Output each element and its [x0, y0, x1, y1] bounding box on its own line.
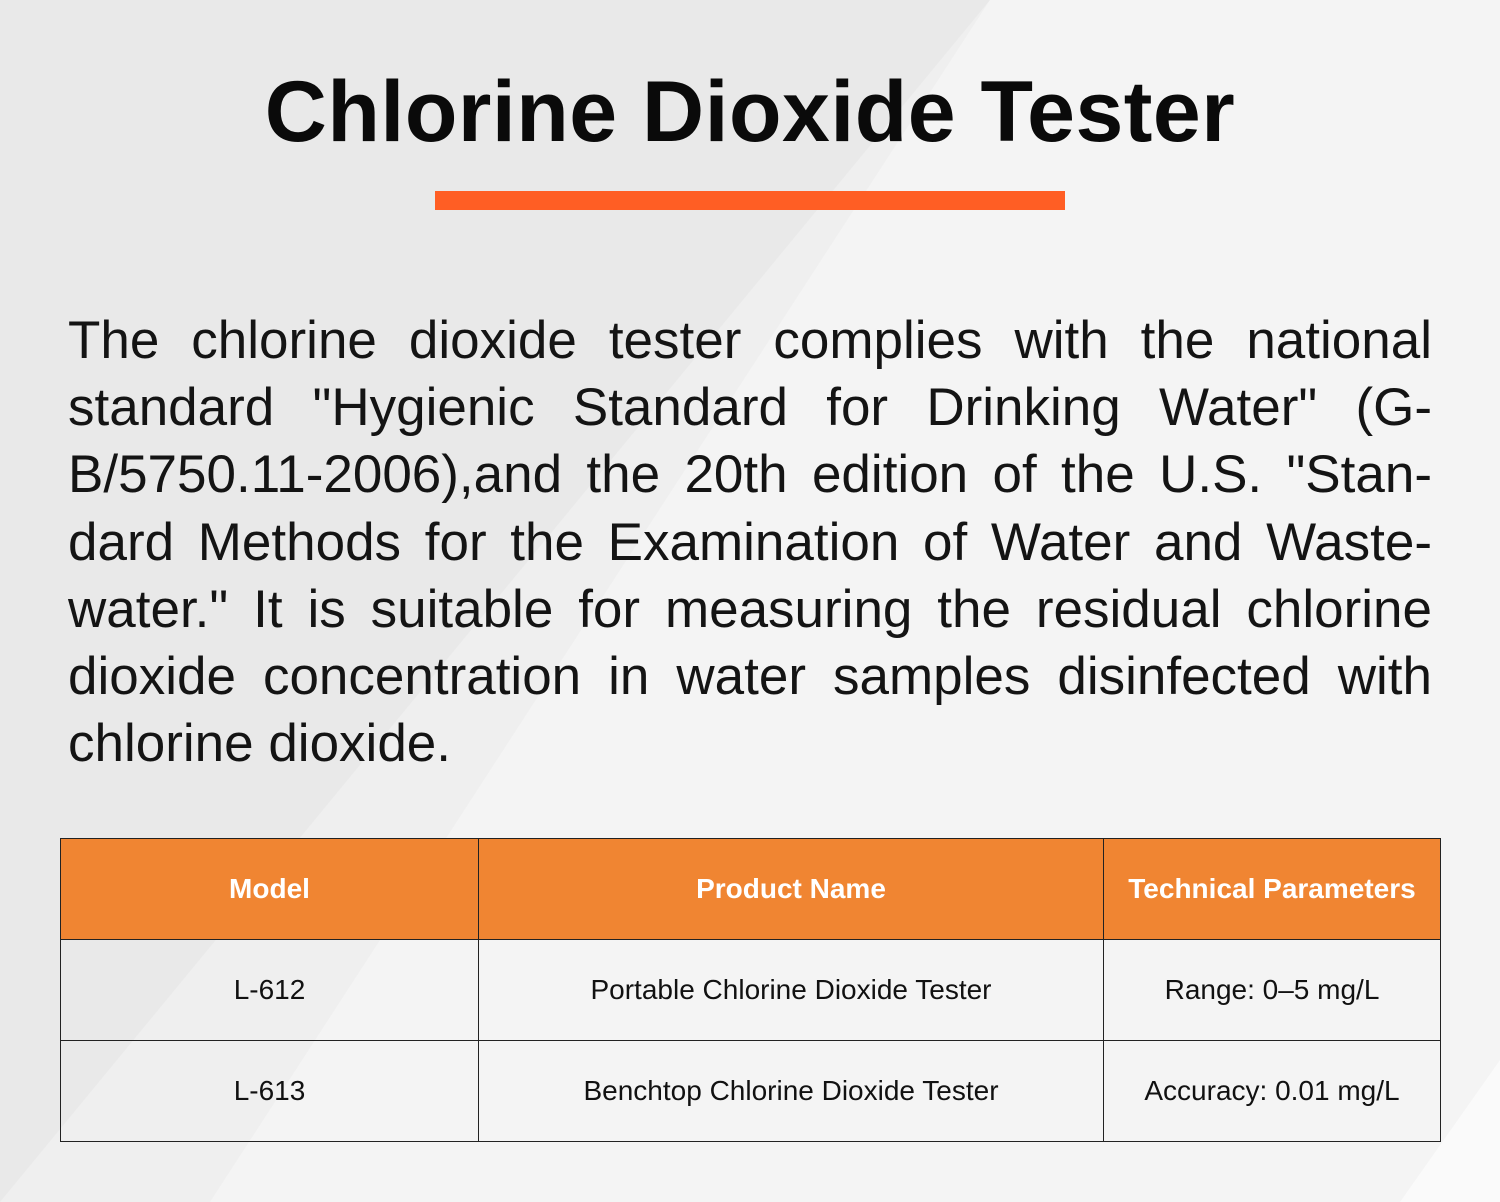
table-row	[61, 1041, 1441, 1142]
table-header-row	[61, 839, 1441, 940]
table-body	[61, 940, 1441, 1142]
table-row	[61, 940, 1441, 1041]
header-product-name: Product Name	[479, 839, 1104, 940]
cell-product-name: Portable Chlorine Dioxide Tester	[479, 940, 1104, 1041]
cell-model: L-613	[61, 1041, 479, 1142]
title-underline-bar	[435, 191, 1065, 210]
product-description: The chlorine dioxide tester complies with the national standard "Hygienic Standard for Drinking Water" (G-B/5750.11-2006),and the 20th edition of the U.S. "Stan-dard Methods for the Examination of Water and Waste-water." It is suitable for measuring the residual chlorine dioxide concentration in water samples disinfected with chlorine dioxide.	[68, 311, 1432, 774]
header-technical-parameters: Technical Parameters	[1104, 839, 1441, 940]
page-title: Chlorine Dioxide Tester	[264, 64, 1236, 160]
cell-technical-parameters: Accuracy: 0.01 mg/L	[1104, 1041, 1441, 1142]
cell-product-name: Benchtop Chlorine Dioxide Tester	[479, 1041, 1104, 1142]
cell-technical-parameters: Range: 0–5 mg/L	[1104, 940, 1441, 1041]
cell-model: L-612	[61, 940, 479, 1041]
table-header	[61, 839, 1441, 940]
product-spec-table	[60, 838, 1441, 1142]
header-model: Model	[61, 839, 479, 940]
